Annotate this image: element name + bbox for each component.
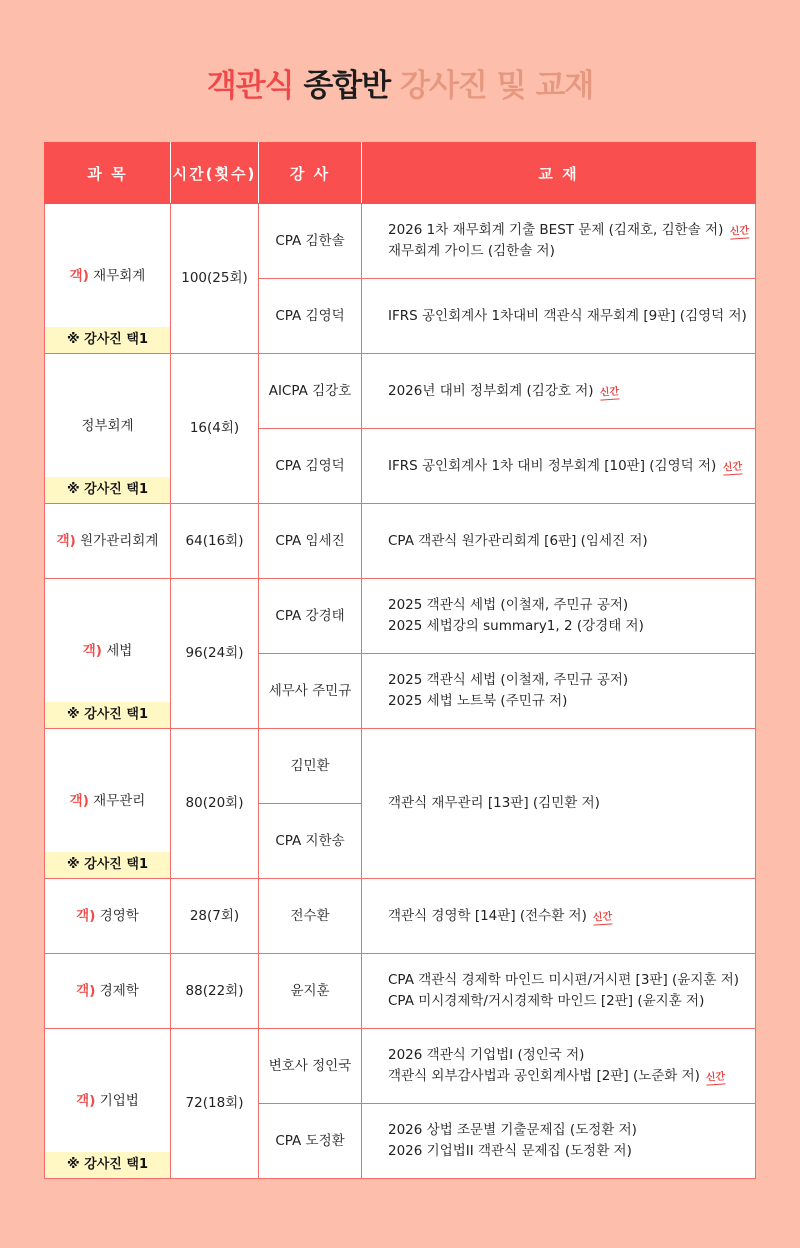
instructor-cell: AICPA 김강호: [259, 354, 362, 429]
book-title: 2025 객관식 세법 (이철재, 주민규 공저): [388, 672, 629, 688]
instructor-cell: 윤지훈: [259, 954, 362, 1029]
book-title: 2025 세법강의 summary1, 2 (강경태 저): [388, 618, 644, 634]
title-part3: 강사진 및 교재: [400, 68, 594, 104]
subject-prefix: 객): [69, 792, 89, 809]
book-title: CPA 객관식 원가관리회계 [6판] (임세진 저): [388, 532, 648, 549]
new-tag: 신간: [705, 1071, 726, 1084]
book-title: 2026년 대비 정부회계 (김강호 저): [388, 382, 594, 399]
subject-cell: [45, 729, 171, 879]
page-title: [0, 66, 800, 106]
subject-name: 재무관리: [93, 792, 146, 809]
subject-cell: [45, 954, 171, 1029]
instructor-cell: CPA 지한송: [259, 804, 362, 879]
time-cell: 28(7회): [171, 879, 259, 954]
table-row: [45, 1029, 756, 1104]
subject-prefix: 객): [76, 907, 96, 924]
subject-cell: [45, 879, 171, 954]
instructor-cell: CPA 강경태: [259, 579, 362, 654]
book-title: 2025 객관식 세법 (이철재, 주민규 공저): [388, 597, 629, 613]
time-cell: 96(24회): [171, 579, 259, 729]
subject-prefix: 객): [82, 642, 102, 659]
time-cell: 16(4회): [171, 354, 259, 504]
subject-cell: [45, 1029, 171, 1179]
new-tag: 신간: [592, 910, 613, 924]
subject-prefix: 객): [76, 1092, 96, 1109]
time-cell: 88(22회): [171, 954, 259, 1029]
subject-name: 경제학: [99, 982, 139, 999]
instructor-cell: CPA 임세진: [259, 504, 362, 579]
subject-cell: [45, 579, 171, 729]
table-row: [45, 354, 756, 429]
instructor-cell: CPA 김영덕: [259, 279, 362, 354]
instructor-choice-badge: ※ 강사진 택1: [45, 702, 170, 728]
subject-name: 세법: [106, 642, 133, 659]
book-cell: [362, 654, 756, 729]
instructor-cell: 김민환: [259, 729, 362, 804]
book-cell: [362, 204, 756, 279]
instructor-choice-badge: ※ 강사진 택1: [45, 1152, 170, 1178]
subject-prefix: 객): [56, 532, 76, 549]
book-cell: [362, 1029, 756, 1104]
book-cell: [362, 354, 756, 429]
book-title: CPA 미시경제학/거시경제학 마인드 [2판] (윤지훈 저): [388, 993, 705, 1009]
book-title: 2026 기업법II 객관식 문제집 (도정환 저): [388, 1143, 632, 1159]
subject-cell: [45, 504, 171, 579]
book-cell: [362, 729, 756, 879]
book-title: 재무회계 가이드 (김한솔 저): [388, 243, 555, 259]
header-subject: 과 목: [45, 143, 171, 204]
instructor-cell: CPA 김한솔: [259, 204, 362, 279]
instructor-cell: 전수환: [259, 879, 362, 954]
table-row: [45, 879, 756, 954]
book-title: 2025 세법 노트북 (주민규 저): [388, 693, 568, 709]
new-tag: 신간: [599, 385, 620, 399]
subject-prefix: 객): [69, 267, 89, 284]
book-cell: [362, 579, 756, 654]
header-instructor: 강 사: [259, 143, 362, 204]
book-title: CPA 객관식 경제학 마인드 미시편/거시편 [3판] (윤지훈 저): [388, 972, 740, 988]
instructor-choice-badge: ※ 강사진 택1: [45, 477, 170, 503]
subject-name: 경영학: [99, 907, 139, 924]
instructor-cell: CPA 김영덕: [259, 429, 362, 504]
table-row: [45, 204, 756, 279]
table-header: [45, 143, 756, 204]
subject-name: 정부회계: [81, 417, 134, 434]
book-title: 객관식 경영학 [14판] (전수환 저): [388, 907, 587, 924]
instructor-cell: 세무사 주민규: [259, 654, 362, 729]
book-title: IFRS 공인회계사 1차대비 객관식 재무회계 [9판] (김영덕 저): [388, 307, 747, 324]
title-part2: 종합반: [303, 68, 391, 104]
subject-name: 기업법: [99, 1092, 139, 1109]
book-cell: [362, 1104, 756, 1179]
course-table: [44, 142, 756, 1179]
subject-cell: [45, 204, 171, 354]
instructor-cell: CPA 도정환: [259, 1104, 362, 1179]
header-time: 시간(횟수): [171, 143, 259, 204]
book-cell: [362, 429, 756, 504]
book-title: 객관식 외부감사법과 공인회계사법 [2판] (노준화 저): [388, 1068, 700, 1084]
book-cell: [362, 954, 756, 1029]
subject-name: 재무회계: [93, 267, 146, 284]
book-title: 2026 상법 조문별 기출문제집 (도정환 저): [388, 1122, 637, 1138]
new-tag: 신간: [729, 225, 750, 238]
instructor-choice-badge: ※ 강사진 택1: [45, 327, 170, 353]
book-title: IFRS 공인회계사 1차 대비 정부회계 [10판] (김영덕 저): [388, 457, 717, 474]
time-cell: 72(18회): [171, 1029, 259, 1179]
table-row: [45, 504, 756, 579]
book-cell: [362, 279, 756, 354]
subject-cell: [45, 354, 171, 504]
time-cell: 80(20회): [171, 729, 259, 879]
book-title: 객관식 재무관리 [13판] (김민환 저): [388, 795, 600, 811]
header-book: 교 재: [362, 143, 756, 204]
book-title: 2026 객관식 기업법I (정인국 저): [388, 1047, 585, 1063]
book-title: 2026 1차 재무회계 기출 BEST 문제 (김재호, 김한솔 저): [388, 222, 724, 238]
book-cell: [362, 504, 756, 579]
title-part1: 객관식: [206, 68, 294, 104]
table-row: [45, 579, 756, 654]
table-row: [45, 729, 756, 804]
new-tag: 신간: [722, 460, 743, 474]
subject-prefix: 객): [76, 982, 96, 999]
time-cell: 100(25회): [171, 204, 259, 354]
time-cell: 64(16회): [171, 504, 259, 579]
subject-name: 원가관리회계: [80, 532, 159, 549]
instructor-choice-badge: ※ 강사진 택1: [45, 852, 170, 878]
book-cell: [362, 879, 756, 954]
table-row: [45, 954, 756, 1029]
instructor-cell: 변호사 정인국: [259, 1029, 362, 1104]
